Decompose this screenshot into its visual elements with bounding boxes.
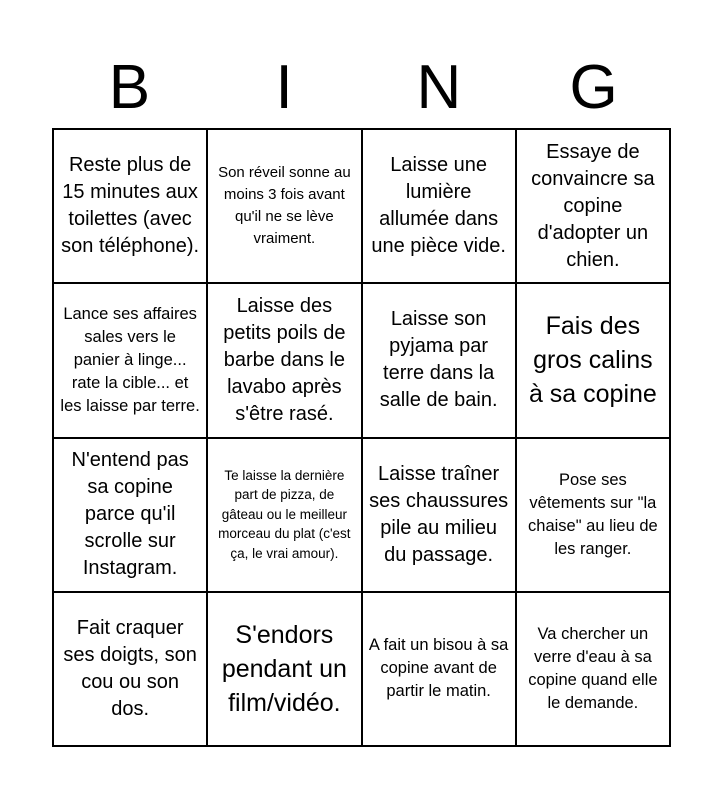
bingo-cell-r3c2[interactable] <box>208 439 362 593</box>
bingo-cell-r1c2[interactable] <box>208 130 362 284</box>
bingo-cell-r2c3[interactable] <box>363 284 517 438</box>
bingo-cell-r1c3[interactable] <box>363 130 517 284</box>
cell-text: Son réveil sonne au moins 3 fois avant qu'il ne se lève vraiment. <box>218 164 351 248</box>
cell-text: Laisse une lumière allumée dans une pièce vide. <box>371 154 506 258</box>
bingo-cell-r2c1[interactable] <box>54 284 208 438</box>
cell-text: Pose ses vêtements sur "la chaise" au lieu de les ranger. <box>528 470 658 558</box>
bingo-cell-r4c4[interactable] <box>517 593 671 747</box>
cell-text: Lance ses affaires sales vers le panier à linge... rate la cible... et les laisse par terre. <box>60 304 200 415</box>
bingo-cell-r1c4[interactable] <box>517 130 671 284</box>
cell-text: Reste plus de 15 minutes aux toilettes (avec son téléphone). <box>61 154 200 258</box>
cell-text: Te laisse la dernière part de pizza, de gâteau ou le meilleur morceau du plat (c'est ça, le vrai amour). <box>218 467 351 561</box>
cell-text: Fais des gros calins à sa copine <box>528 312 657 409</box>
header-letter-n: N <box>416 53 462 122</box>
cell-text: A fait un bisou à sa copine avant de partir le matin. <box>368 636 509 701</box>
bingo-cell-r2c4[interactable] <box>517 284 671 438</box>
bingo-header <box>52 48 671 128</box>
cell-text: Laisse son pyjama par terre dans la salle de bain. <box>379 308 498 412</box>
cell-text: Fait craquer ses doigts, son cou ou son dos. <box>63 616 197 720</box>
bingo-cell-r4c2[interactable] <box>208 593 362 747</box>
bingo-cell-r3c4[interactable] <box>517 439 671 593</box>
bingo-cell-r1c1[interactable] <box>54 130 208 284</box>
cell-text: S'endors pendant un film/vidéo. <box>221 620 347 717</box>
cell-text: Va chercher un verre d'eau à sa copine quand elle le demande. <box>528 624 658 712</box>
bingo-cell-r4c1[interactable] <box>54 593 208 747</box>
cell-text: Laisse traîner ses chaussures pile au milieu du passage. <box>369 462 509 566</box>
header-letter-i: I <box>275 53 293 122</box>
bingo-cell-r4c3[interactable] <box>363 593 517 747</box>
bingo-cell-r3c1[interactable] <box>54 439 208 593</box>
bingo-board <box>52 128 671 747</box>
cell-text: N'entend pas sa copine parce qu'il scrolle sur Instagram. <box>71 449 189 580</box>
header-letter-g: G <box>569 53 618 122</box>
cell-text: Essaye de convaincre sa copine d'adopter un chien. <box>531 140 655 271</box>
cell-text: Laisse des petits poils de barbe dans le lavabo après s'être rasé. <box>223 294 346 425</box>
header-letter-b: B <box>108 53 151 122</box>
bingo-cell-r2c2[interactable] <box>208 284 362 438</box>
bingo-cell-r3c3[interactable] <box>363 439 517 593</box>
